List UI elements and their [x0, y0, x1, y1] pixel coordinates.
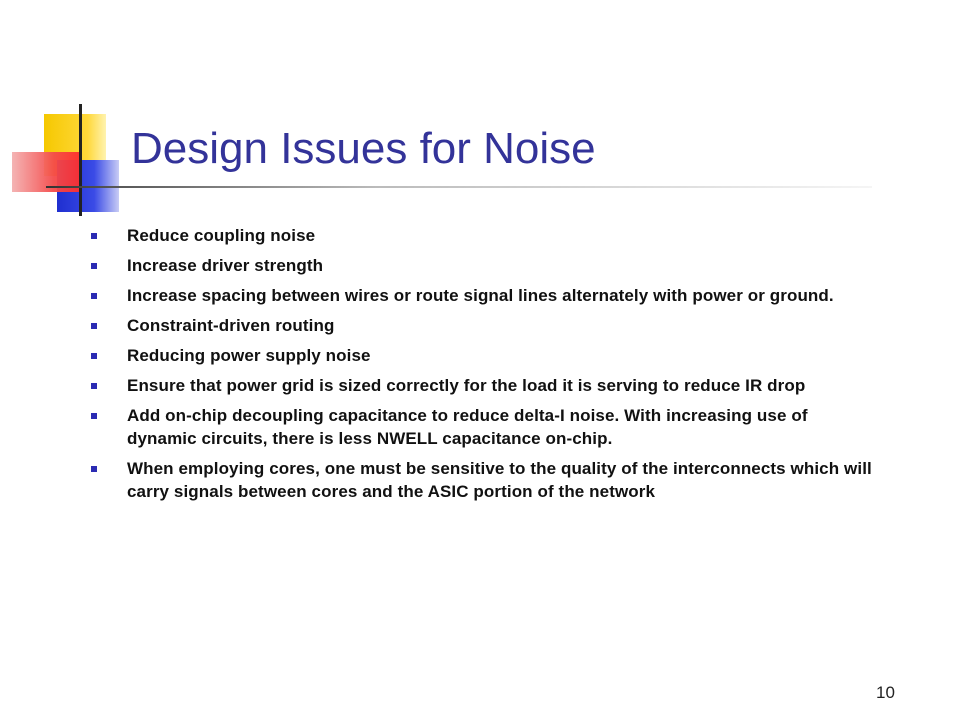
bullet-text: When employing cores, one must be sensitive to the quality of the interconnects which will carry signals between cores and the ASIC portion of the network: [127, 459, 872, 501]
bullet-text: Add on-chip decoupling capacitance to reduce delta-I noise. With increasing use of dynamic circuits, there is less NWELL capacitance on-chip.: [127, 406, 808, 448]
bullet-marker-icon: [91, 263, 97, 269]
bullet-text: Reducing power supply noise: [127, 346, 371, 365]
bullet-item: [90, 254, 880, 277]
logo-vertical-line: [79, 104, 82, 216]
bullet-text: Constraint-driven routing: [127, 316, 335, 335]
bullet-text: Increase driver strength: [127, 256, 324, 275]
bullet-marker-icon: [91, 383, 97, 389]
bullet-item: [90, 314, 880, 337]
bullet-marker-icon: [91, 353, 97, 359]
bullet-text: Ensure that power grid is sized correctly for the load it is serving to reduce IR drop: [127, 376, 806, 395]
bullet-marker-icon: [91, 233, 97, 239]
bullet-item: [90, 284, 880, 307]
bullet-item: [90, 224, 880, 247]
bullet-text: Reduce coupling noise: [127, 226, 316, 245]
bullet-text: Increase spacing between wires or route signal lines alternately with power or ground.: [127, 286, 834, 305]
bullet-list: [90, 224, 880, 510]
bullet-item: [90, 344, 880, 367]
corner-logo: [0, 0, 140, 230]
bullet-item: [90, 374, 880, 397]
bullet-item: [90, 457, 880, 503]
bullet-item: [90, 404, 880, 450]
bullet-marker-icon: [91, 413, 97, 419]
title-underline: [46, 186, 872, 188]
bullet-marker-icon: [91, 323, 97, 329]
bullet-marker-icon: [91, 466, 97, 472]
bullet-marker-icon: [91, 293, 97, 299]
page-number: 10: [876, 683, 895, 702]
slide-title: Design Issues for Noise: [131, 124, 596, 173]
